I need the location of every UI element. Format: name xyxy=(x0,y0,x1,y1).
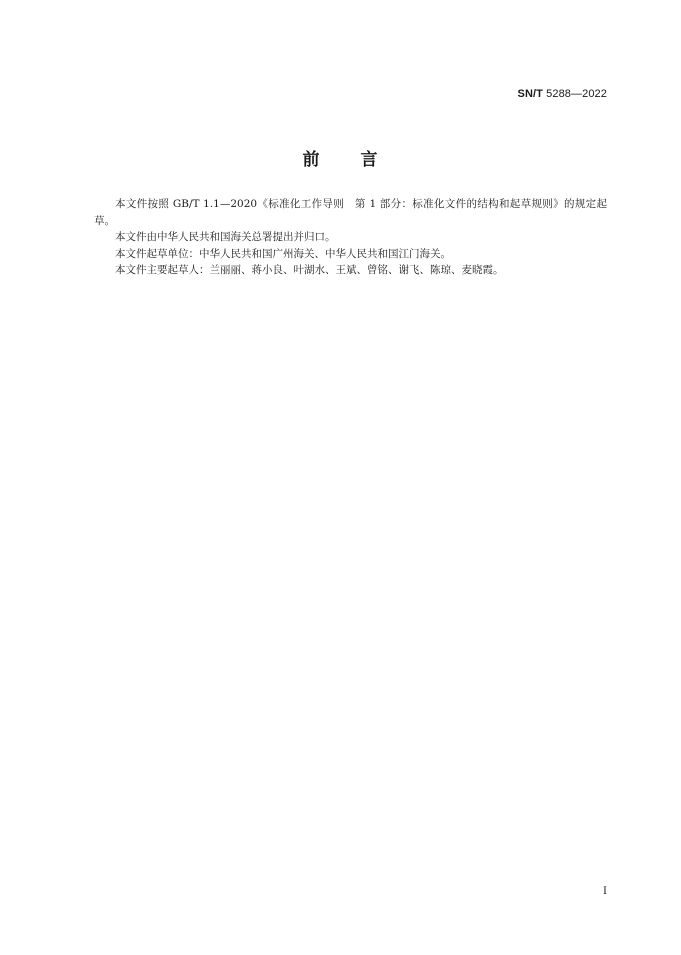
paragraph-drafting-rules: 本文件按照 GB/T 1.1—2020《标准化工作导则 第 1 部分：标准化文件的结构和起草规则》的规定起草。 xyxy=(94,198,607,227)
standard-code: SN/T xyxy=(517,88,543,100)
standard-number xyxy=(518,88,607,100)
standard-year-number: 5288—2022 xyxy=(546,88,607,100)
paragraph-proposer: 本文件由中华人民共和国海关总署提出并归口。 xyxy=(115,231,336,243)
paragraph-drafters: 本文件主要起草人：兰丽丽、蒋小良、叶湖水、王斌、曾铭、谢飞、陈琼、麦晓霞。 xyxy=(115,264,504,276)
paragraph-drafting-units: 本文件起草单位：中华人民共和国广州海关、中华人民共和国江门海关。 xyxy=(115,247,451,260)
page-number: I xyxy=(603,886,607,897)
title-char-1: 前 xyxy=(302,150,321,170)
title-char-2: 言 xyxy=(360,150,379,170)
foreword-body xyxy=(94,196,607,279)
page-title xyxy=(0,145,681,170)
